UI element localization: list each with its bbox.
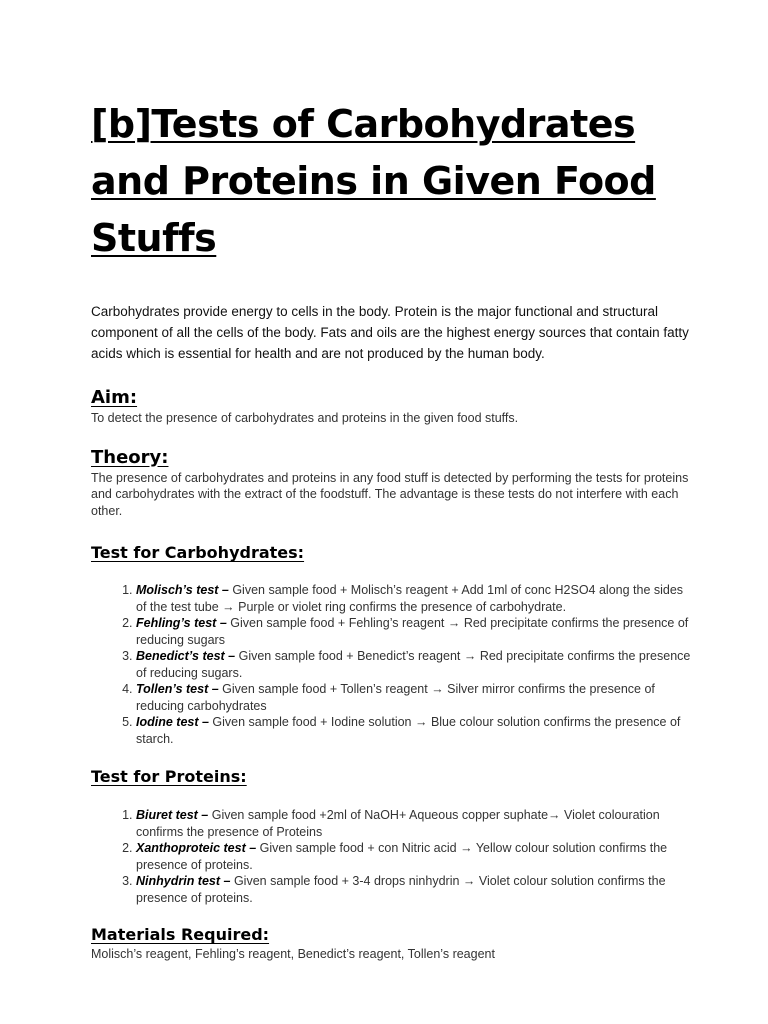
test-name: Biuret test – bbox=[136, 808, 209, 822]
test-description: Given sample food + Fehling’s reagent → Red precipitate confirms the presence of reducing sugars bbox=[136, 616, 689, 647]
test-description: Given sample food + Molisch’s reagent + Add 1ml of conc H2SO4 along the sides of the test tube → Purple or violet ring confirms the presence of carbohydrate. bbox=[136, 583, 684, 614]
test-description: Given sample food + Benedict’s reagent → Red precipitate confirms the presence of reducing sugars. bbox=[136, 649, 691, 680]
theory-text: The presence of carbohydrates and proteins in any food stuff is detected by performing the tests for proteins and carbohydrates with the extract of the foodstuff. The advantage is these tests do not interfere with each other. bbox=[91, 470, 689, 518]
protein-test-list bbox=[91, 807, 691, 906]
test-name: Xanthoproteic test – bbox=[136, 841, 257, 855]
theory-heading: Theory: bbox=[91, 446, 169, 468]
test-name: Molisch’s test – bbox=[136, 583, 229, 597]
proteins-heading: Test for Proteins: bbox=[91, 767, 247, 786]
test-name: Ninhydrin test – bbox=[136, 874, 231, 888]
carbohydrate-test-list bbox=[91, 582, 691, 747]
test-name: Fehling’s test – bbox=[136, 616, 227, 630]
intro-paragraph: Carbohydrates provide energy to cells in the body. Protein is the major functional and structural component of all the cells of the body. Fats and oils are the highest energy sources that contain fatty acids which is essential for health and are not produced by the human body. bbox=[91, 304, 689, 361]
materials-text: Molisch’s reagent, Fehling’s reagent, Benedict’s reagent, Tollen’s reagent bbox=[91, 947, 495, 961]
carbohydrates-heading: Test for Carbohydrates: bbox=[91, 543, 305, 562]
aim-text: To detect the presence of carbohydrates and proteins in the given food stuffs. bbox=[91, 411, 519, 425]
test-description: Given sample food + con Nitric acid → Yellow colour solution confirms the presence of proteins. bbox=[136, 841, 668, 872]
test-description: Given sample food +2ml of NaOH+ Aqueous copper suphate→ Violet colouration confirms the presence of Proteins bbox=[136, 808, 660, 839]
aim-heading: Aim: bbox=[91, 387, 138, 408]
list-item bbox=[136, 840, 691, 873]
list-item bbox=[136, 714, 691, 747]
list-item bbox=[136, 873, 691, 906]
test-description: Given sample food + Tollen’s reagent → Silver mirror confirms the presence of reducing carbohydrates bbox=[136, 682, 655, 713]
test-name: Tollen’s test – bbox=[136, 682, 219, 696]
materials-heading: Materials Required: bbox=[91, 925, 270, 944]
list-item bbox=[136, 648, 691, 681]
list-item bbox=[136, 681, 691, 714]
test-description: Given sample food + Iodine solution → Blue colour solution confirms the presence of starch. bbox=[136, 715, 681, 746]
test-name: Benedict’s test – bbox=[136, 649, 236, 663]
document-page bbox=[91, 96, 691, 963]
test-description: Given sample food + 3-4 drops ninhydrin → Violet colour solution confirms the presence of proteins. bbox=[136, 874, 666, 905]
list-item bbox=[136, 582, 691, 615]
document-title: [b]Tests of Carbohydrates and Proteins in Given Food Stuffs bbox=[91, 102, 656, 260]
test-name: Iodine test – bbox=[136, 715, 209, 729]
list-item bbox=[136, 807, 691, 840]
list-item bbox=[136, 615, 691, 648]
